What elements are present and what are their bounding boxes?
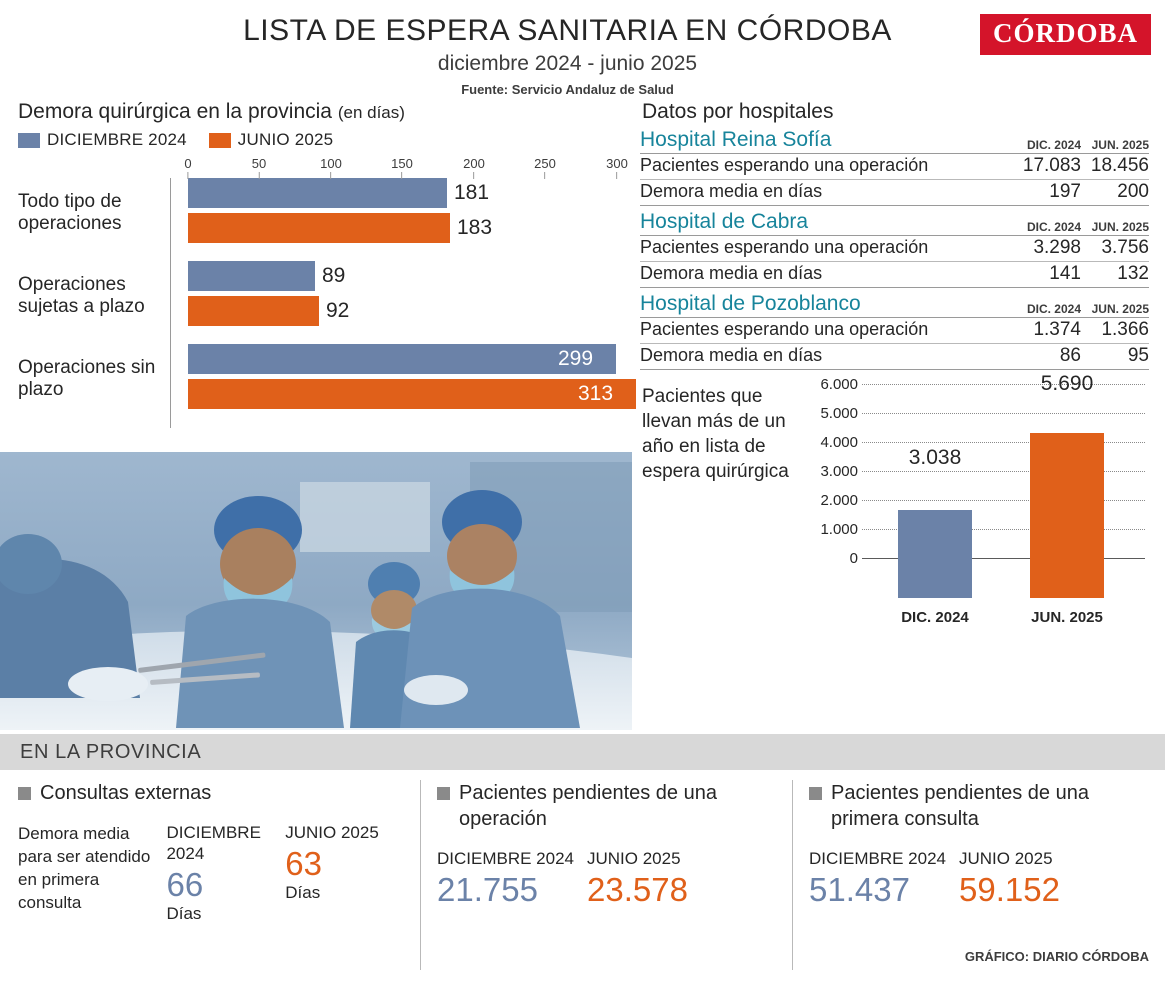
period-header-dec: DIC. 2024 [1026,220,1081,234]
province-col-pendientes-operacion [420,780,792,970]
bar-sin-plazo-jun [188,379,636,409]
over-one-year-caption: Pacientes que llevan más de un año en lista de espera quirúrgica [642,386,789,482]
bar-value-sujetas-plazo-jun: 92 [326,299,350,322]
row-label-delay-cabra: Demora media en días [640,263,823,283]
value-waiting-rs-dec: 17.083 [1022,155,1081,176]
province-col3-dec-period: DICIEMBRE 2024 [809,849,946,868]
value-delay-rs-jun: 200 [1117,181,1149,202]
surgical-delay-title [0,100,632,124]
province-col2-jun-value: 23.578 [587,871,688,908]
legend-item-jun [209,130,334,150]
bar-row-sujetas-plazo-dec [188,261,632,291]
row-values-delay-cabra [1013,263,1149,285]
bar-value-sin-plazo-jun: 313 [578,382,614,405]
hospital-name-pozoblanco: Hospital de Pozoblanco [640,292,861,315]
bars-sujetas-plazo [188,261,632,331]
bars-sin-plazo [188,344,632,414]
legend-label-dec: DICIEMBRE 2024 [47,130,187,149]
province-col1-dec-period: DICIEMBRE 2024 [166,823,261,863]
operating-room-illustration [0,452,632,730]
province-col3-title-text: Pacientes pendientes de una primera consulta [831,782,1089,830]
bar-row-todo-tipo-dec [188,178,632,208]
bar-row-sujetas-plazo-jun [188,296,632,326]
axis-tick-50-label: 50 [251,156,267,171]
bar-row-todo-tipo-jun [188,213,632,243]
province-col2-dec [437,848,587,909]
bar-row-sin-plazo-dec [188,344,632,374]
bullet-square-icon [809,787,822,800]
hospital-name-cabra: Hospital de Cabra [640,210,809,233]
province-col1-desc: Demora media para ser atendido en primera consulta [18,824,151,912]
value-waiting-cabra-jun: 3.756 [1101,237,1149,258]
province-col1-dec-value: 66 [166,866,204,903]
table-row [640,262,1149,288]
province-col2-title-text: Pacientes pendientes de una operación [459,782,717,830]
axis-tick-0-label: 0 [184,156,192,171]
axis-tick-200 [463,156,485,179]
source-note: Fuente: Servicio Andaluz de Salud [461,82,674,97]
surgical-delay-chart [0,156,632,456]
legend-swatch-dec [18,133,40,148]
period-header-dec: DIC. 2024 [1026,138,1081,152]
province-col2-body [437,848,776,909]
period-header-dec: DIC. 2024 [1026,302,1081,316]
province-col1-dec-unit: Días [166,904,202,923]
row-values-waiting-pozo [1013,319,1149,341]
period-header-jun: JUN. 2025 [1091,138,1149,152]
graphic-credit: GRÁFICO: DIARIO CÓRDOBA [964,949,1149,964]
province-col1-title [18,780,404,806]
bar-row-sin-plazo-jun [188,379,632,409]
axis-tick-100 [320,156,342,179]
hospital-header-pozoblanco [640,292,1149,318]
bar-value-todo-tipo-jun: 183 [457,216,493,239]
cordoba-logo: CÓRDOBA [980,14,1151,55]
province-col3-jun-value: 59.152 [959,871,1060,908]
hospital-period-headers-cabra [1013,220,1149,234]
value-delay-pozo-dec: 86 [1059,345,1081,366]
over-one-year-chart-wrap [640,372,1165,634]
table-row [640,318,1149,344]
hospital-header-cabra [640,210,1149,236]
surgical-delay-title-unit: (en días) [337,103,405,122]
hospital-name-reina-sofia: Hospital Reina Sofía [640,128,832,151]
hospital-block-cabra [640,210,1165,288]
province-columns [0,770,1165,970]
hospital-block-reina-sofia [640,128,1165,206]
value-delay-cabra-jun: 132 [1117,263,1149,284]
legend-label-jun: JUNIO 2025 [237,130,334,149]
page-subtitle: diciembre 2024 - junio 2025 [437,52,698,75]
gridline-5000 [862,413,1145,414]
header [0,0,1165,100]
province-col2-dec-value: 21.755 [437,871,538,908]
ytick-5000: 5.000 [820,405,858,422]
hospital-header-reina-sofia [640,128,1149,154]
axis-tick-150 [391,156,413,179]
mini-bar-dec [898,510,972,598]
mini-bar-value-jun: 5.690 [1040,372,1094,395]
value-waiting-cabra-dec: 3.298 [1033,237,1081,258]
row-label-waiting-rs: Pacientes esperando una operación [640,155,929,175]
province-col1-dec [166,822,285,924]
province-col1-jun [285,822,404,924]
legend-item-dec [18,130,187,150]
ytick-6000: 6.000 [820,376,858,393]
bar-group-sujetas-plazo [18,261,632,331]
table-row [640,236,1149,262]
ytick-1000: 1.000 [820,521,858,538]
bar-group-label-sin-plazo: Operaciones sin plazo [18,357,156,400]
axis-tick-250 [534,156,556,179]
row-label-waiting-pozo: Pacientes esperando una operación [640,319,929,339]
hospitals-title: Datos por hospitales [642,100,834,123]
bar-value-sin-plazo-dec: 299 [558,347,594,370]
province-col1-title-text: Consultas externas [40,782,212,804]
bar-group-todo-tipo [18,178,632,248]
province-col-pendientes-consulta [792,780,1165,970]
chart-legend [0,130,632,150]
period-header-jun: JUN. 2025 [1091,220,1149,234]
value-delay-cabra-dec: 141 [1049,263,1081,284]
axis-tick-200-label: 200 [463,156,485,171]
province-col2-dec-period: DICIEMBRE 2024 [437,849,574,868]
axis-tick-0 [184,156,191,179]
ytick-2000: 2.000 [820,492,858,509]
table-row [640,344,1149,370]
row-values-delay-pozo [1013,345,1149,367]
hospital-period-headers-reina-sofia [1013,138,1149,152]
bar-group-label-sujetas-plazo: Operaciones sujetas a plazo [18,274,145,317]
value-waiting-rs-jun: 18.456 [1090,155,1149,176]
chart-y-axis-line [170,178,171,428]
mini-bar-value-dec: 3.038 [908,446,962,469]
chart-x-axis [184,156,628,178]
bar-todo-tipo-jun [188,213,450,243]
period-header-jun: JUN. 2025 [1091,302,1149,316]
right-column [632,100,1165,730]
row-label-delay-rs: Demora media en días [640,181,823,201]
row-values-delay-rs [1013,181,1149,203]
bullet-square-icon [437,787,450,800]
province-col3-jun [959,848,1109,909]
axis-tick-50 [252,156,266,179]
row-values-waiting-rs [1013,155,1149,177]
province-col3-jun-period: JUNIO 2025 [959,849,1053,868]
province-col3-title [809,780,1149,832]
axis-tick-150-label: 150 [391,156,413,171]
left-column [0,100,632,730]
table-row [640,180,1149,206]
legend-swatch-jun [209,133,231,148]
row-label-delay-pozo: Demora media en días [640,345,823,365]
province-col3-body [809,848,1149,909]
value-delay-rs-dec: 197 [1049,181,1081,202]
bar-value-sujetas-plazo-dec: 89 [322,264,346,287]
bars-todo-tipo [188,178,632,248]
bar-group-label-todo-tipo: Todo tipo de operaciones [18,191,122,234]
row-values-waiting-cabra [1013,237,1149,259]
ytick-0: 0 [849,550,858,567]
axis-tick-250-label: 250 [534,156,556,171]
mini-category-dec: DIC. 2024 [901,609,969,626]
mini-bar-jun [1030,433,1104,598]
axis-tick-300-label: 300 [606,156,628,171]
province-col1-body [18,822,404,924]
value-waiting-pozo-jun: 1.366 [1101,319,1149,340]
axis-tick-100-label: 100 [320,156,342,171]
table-row [640,154,1149,180]
row-label-waiting-cabra: Pacientes esperando una operación [640,237,929,257]
ytick-3000: 3.000 [820,463,858,480]
bar-group-sin-plazo [18,344,632,414]
bar-value-todo-tipo-dec: 181 [454,181,490,204]
province-col1-jun-period: JUNIO 2025 [285,823,379,842]
bar-sujetas-plazo-jun [188,296,319,326]
operating-room-photo [0,452,632,730]
hospital-block-pozoblanco [640,292,1165,370]
ytick-4000: 4.000 [820,434,858,451]
surgical-delay-title-text: Demora quirúrgica en la provincia [18,100,338,123]
province-col3-dec [809,848,959,909]
page-title: LISTA DE ESPERA SANITARIA EN CÓRDOBA [243,14,892,47]
province-col3-dec-value: 51.437 [809,871,910,908]
bar-sin-plazo-dec [188,344,616,374]
province-banner: EN LA PROVINCIA [0,734,1165,770]
province-col1-jun-unit: Días [285,883,321,902]
province-col2-title [437,780,776,832]
value-waiting-pozo-dec: 1.374 [1033,319,1081,340]
mini-category-jun: JUN. 2025 [1031,609,1103,626]
bar-sujetas-plazo-dec [188,261,315,291]
province-col-consultas-externas [0,780,420,970]
bar-todo-tipo-dec [188,178,447,208]
axis-tick-300 [606,156,628,179]
bullet-square-icon [18,787,31,800]
hospital-period-headers-pozoblanco [1013,302,1149,316]
over-one-year-chart [806,372,1149,634]
province-col2-jun [587,848,737,909]
main-content [0,100,1165,730]
province-col1-jun-value: 63 [285,845,322,882]
province-col2-jun-period: JUNIO 2025 [587,849,681,868]
value-delay-pozo-jun: 95 [1127,345,1149,366]
